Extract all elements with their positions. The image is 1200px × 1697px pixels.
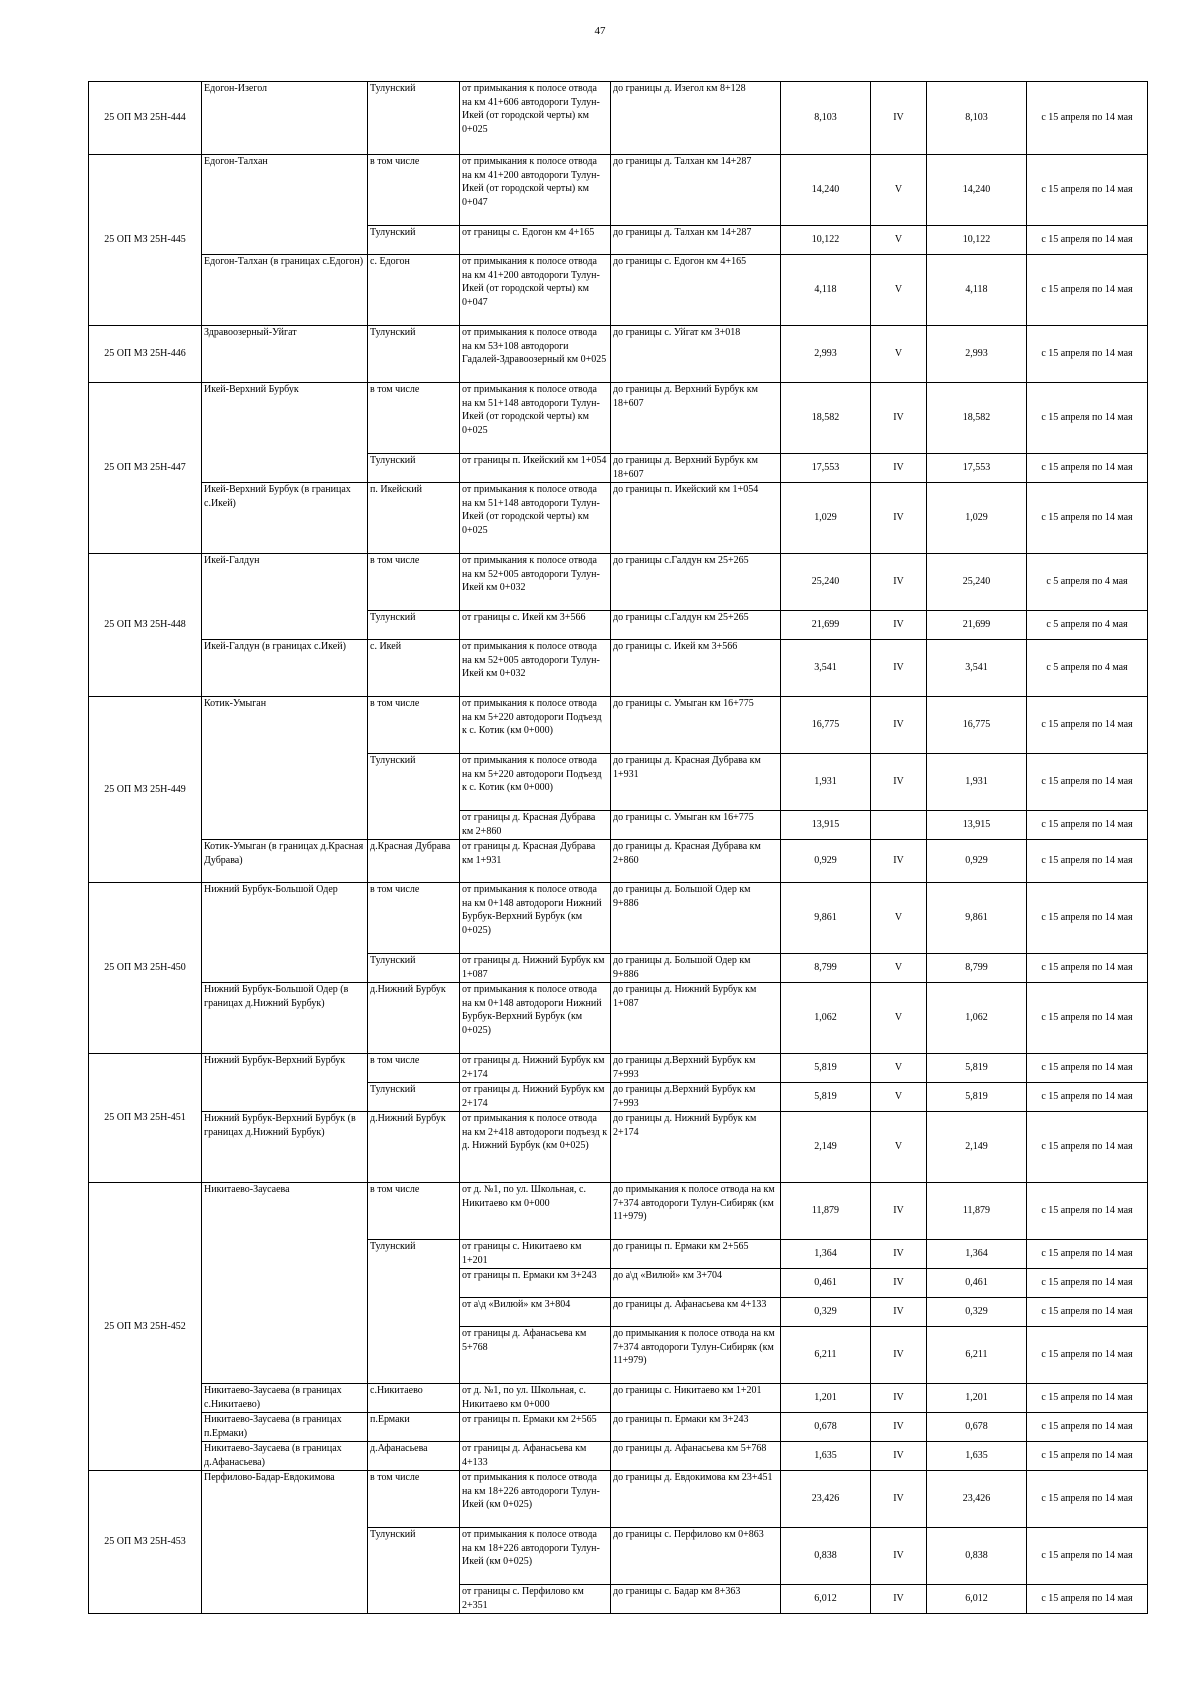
table-row xyxy=(89,155,1148,226)
road-name-cell: Никитаево-Заусаева xyxy=(202,1183,368,1384)
segment-end-cell: до границы д. Афанасьева км 4+133 xyxy=(611,1298,781,1327)
restricted-length-cell: 13,915 xyxy=(927,811,1027,840)
period-cell: с 15 апреля по 14 мая xyxy=(1027,1269,1148,1298)
segment-start-cell: от границы п. Ермаки км 3+243 xyxy=(460,1269,611,1298)
segment-start-cell: от д. №1, по ул. Школьная, с. Никитаево км 0+000 xyxy=(460,1384,611,1413)
category-cell: IV xyxy=(871,1442,927,1471)
segment-end-cell: до границы с. Уйгат км 3+018 xyxy=(611,326,781,383)
length-cell: 16,775 xyxy=(781,697,871,754)
table-row xyxy=(89,840,1148,883)
segment-start-cell: от примыкания к полосе отвода на км 2+418 автодороги подъезд к д. Нижний Бурбук (км 0+025) xyxy=(460,1112,611,1183)
road-name-cell: Здравоозерный-Уйгат xyxy=(202,326,368,383)
district-cell: в том числе xyxy=(368,383,460,454)
segment-end-cell: до границы с. Икей км 3+566 xyxy=(611,640,781,697)
length-cell: 11,879 xyxy=(781,1183,871,1240)
road-code-cell: 25 ОП МЗ 25Н-444 xyxy=(89,82,202,155)
length-cell: 3,541 xyxy=(781,640,871,697)
district-cell: в том числе xyxy=(368,1183,460,1240)
category-cell: V xyxy=(871,1083,927,1112)
page-number: 47 xyxy=(594,25,606,37)
period-cell: с 15 апреля по 14 мая xyxy=(1027,954,1148,983)
category-cell: IV xyxy=(871,1413,927,1442)
district-cell: Тулунский xyxy=(368,611,460,640)
road-code-cell: 25 ОП МЗ 25Н-445 xyxy=(89,155,202,326)
length-cell: 6,211 xyxy=(781,1327,871,1384)
period-cell: с 15 апреля по 14 мая xyxy=(1027,454,1148,483)
length-cell: 1,635 xyxy=(781,1442,871,1471)
category-cell: V xyxy=(871,954,927,983)
road-code-cell: 25 ОП МЗ 25Н-453 xyxy=(89,1471,202,1614)
segment-end-cell: до границы д. Нижний Бурбук км 1+087 xyxy=(611,983,781,1054)
restricted-length-cell: 0,678 xyxy=(927,1413,1027,1442)
district-cell: в том числе xyxy=(368,1471,460,1528)
segment-start-cell: от примыкания к полосе отвода на км 52+005 автодороги Тулун-Икей км 0+032 xyxy=(460,640,611,697)
restricted-length-cell: 2,993 xyxy=(927,326,1027,383)
segment-start-cell: от примыкания к полосе отвода на км 51+148 автодороги Тулун-Икей (от городской черты) км 0+025 xyxy=(460,483,611,554)
length-cell: 1,931 xyxy=(781,754,871,811)
restricted-length-cell: 3,541 xyxy=(927,640,1027,697)
category-cell: IV xyxy=(871,840,927,883)
restricted-length-cell: 5,819 xyxy=(927,1054,1027,1083)
restricted-length-cell: 5,819 xyxy=(927,1083,1027,1112)
segment-start-cell: от границы д. Нижний Бурбук км 1+087 xyxy=(460,954,611,983)
category-cell: IV xyxy=(871,697,927,754)
district-cell: Тулунский xyxy=(368,1240,460,1384)
table-row xyxy=(89,697,1148,754)
segment-end-cell: до границы с.Галдун км 25+265 xyxy=(611,611,781,640)
table-row xyxy=(89,1054,1148,1083)
table-row xyxy=(89,640,1148,697)
segment-start-cell: от границы п. Икейский км 1+054 xyxy=(460,454,611,483)
period-cell: с 15 апреля по 14 мая xyxy=(1027,1442,1148,1471)
period-cell: с 15 апреля по 14 мая xyxy=(1027,1585,1148,1614)
category-cell: V xyxy=(871,326,927,383)
road-name-cell: Перфилово-Бадар-Евдокимова xyxy=(202,1471,368,1614)
period-cell: с 15 апреля по 14 мая xyxy=(1027,1327,1148,1384)
district-cell: Тулунский xyxy=(368,326,460,383)
roads-table xyxy=(88,81,1148,1614)
period-cell: с 15 апреля по 14 мая xyxy=(1027,383,1148,454)
segment-start-cell: от примыкания к полосе отвода на км 0+148 автодороги Нижний Бурбук-Верхний Бурбук (км 0+025) xyxy=(460,983,611,1054)
category-cell: IV xyxy=(871,1183,927,1240)
category-cell: IV xyxy=(871,611,927,640)
segment-end-cell: до границы д. Талхан км 14+287 xyxy=(611,226,781,255)
road-name-cell: Никитаево-Заусаева (в границах д.Афанасьева) xyxy=(202,1442,368,1471)
length-cell: 8,799 xyxy=(781,954,871,983)
period-cell: с 15 апреля по 14 мая xyxy=(1027,883,1148,954)
category-cell: IV xyxy=(871,454,927,483)
length-cell: 0,461 xyxy=(781,1269,871,1298)
period-cell: с 15 апреля по 14 мая xyxy=(1027,697,1148,754)
segment-end-cell: до границы д. Изегол км 8+128 xyxy=(611,82,781,155)
segment-start-cell: от границы д. Нижний Бурбук км 2+174 xyxy=(460,1054,611,1083)
segment-end-cell: до границы д.Верхний Бурбук км 7+993 xyxy=(611,1083,781,1112)
restricted-length-cell: 1,201 xyxy=(927,1384,1027,1413)
segment-start-cell: от границы п. Ермаки км 2+565 xyxy=(460,1413,611,1442)
restricted-length-cell: 2,149 xyxy=(927,1112,1027,1183)
road-name-cell: Икей-Галдун xyxy=(202,554,368,640)
segment-end-cell: до примыкания к полосе отвода на км 7+374 автодороги Тулун-Сибиряк (км 11+979) xyxy=(611,1327,781,1384)
road-code-cell: 25 ОП МЗ 25Н-449 xyxy=(89,697,202,883)
district-cell: с. Едогон xyxy=(368,255,460,326)
segment-start-cell: от границы с. Икей км 3+566 xyxy=(460,611,611,640)
district-cell: д.Красная Дубрава xyxy=(368,840,460,883)
period-cell: с 15 апреля по 14 мая xyxy=(1027,840,1148,883)
restricted-length-cell: 21,699 xyxy=(927,611,1027,640)
category-cell: IV xyxy=(871,640,927,697)
segment-start-cell: от границы д. Афанасьева км 5+768 xyxy=(460,1327,611,1384)
period-cell: с 15 апреля по 14 мая xyxy=(1027,1384,1148,1413)
length-cell: 17,553 xyxy=(781,454,871,483)
period-cell: с 15 апреля по 14 мая xyxy=(1027,983,1148,1054)
road-name-cell: Котик-Умыган xyxy=(202,697,368,840)
period-cell: с 15 апреля по 14 мая xyxy=(1027,1298,1148,1327)
table-row xyxy=(89,326,1148,383)
district-cell: д.Нижний Бурбук xyxy=(368,983,460,1054)
category-cell: IV xyxy=(871,1327,927,1384)
restricted-length-cell: 6,012 xyxy=(927,1585,1027,1614)
period-cell: с 15 апреля по 14 мая xyxy=(1027,811,1148,840)
segment-end-cell: до границы д. Верхний Бурбук км 18+607 xyxy=(611,454,781,483)
restricted-length-cell: 8,799 xyxy=(927,954,1027,983)
length-cell: 6,012 xyxy=(781,1585,871,1614)
period-cell: с 15 апреля по 14 мая xyxy=(1027,226,1148,255)
length-cell: 18,582 xyxy=(781,383,871,454)
segment-start-cell: от примыкания к полосе отвода на км 51+148 автодороги Тулун-Икей (от городской черты) км 0+025 xyxy=(460,383,611,454)
category-cell: V xyxy=(871,255,927,326)
road-name-cell: Икей-Верхний Бурбук xyxy=(202,383,368,483)
road-name-cell: Никитаево-Заусаева (в границах п.Ермаки) xyxy=(202,1413,368,1442)
table-row xyxy=(89,1112,1148,1183)
road-name-cell: Никитаево-Заусаева (в границах с.Никитаево) xyxy=(202,1384,368,1413)
road-name-cell: Нижний Бурбук-Верхний Бурбук (в границах д.Нижний Бурбук) xyxy=(202,1112,368,1183)
category-cell: IV xyxy=(871,554,927,611)
district-cell: п.Ермаки xyxy=(368,1413,460,1442)
category-cell: IV xyxy=(871,754,927,811)
segment-start-cell: от примыкания к полосе отвода на км 41+200 автодороги Тулун-Икей (от городской черты) км 0+047 xyxy=(460,155,611,226)
road-name-cell: Нижний Бурбук-Большой Одер xyxy=(202,883,368,983)
restricted-length-cell: 1,029 xyxy=(927,483,1027,554)
category-cell: V xyxy=(871,883,927,954)
length-cell: 1,062 xyxy=(781,983,871,1054)
road-code-cell: 25 ОП МЗ 25Н-452 xyxy=(89,1183,202,1471)
segment-start-cell: от примыкания к полосе отвода на км 18+226 автодороги Тулун-Икей (км 0+025) xyxy=(460,1528,611,1585)
segment-end-cell: до границы д. Афанасьева км 5+768 xyxy=(611,1442,781,1471)
restricted-length-cell: 16,775 xyxy=(927,697,1027,754)
length-cell: 0,329 xyxy=(781,1298,871,1327)
category-cell: V xyxy=(871,1054,927,1083)
road-name-cell: Нижний Бурбук-Верхний Бурбук xyxy=(202,1054,368,1112)
road-code-cell: 25 ОП МЗ 25Н-446 xyxy=(89,326,202,383)
table-row xyxy=(89,1183,1148,1240)
category-cell: IV xyxy=(871,1269,927,1298)
table-row xyxy=(89,1471,1148,1528)
restricted-length-cell: 10,122 xyxy=(927,226,1027,255)
segment-end-cell: до границы с. Перфилово км 0+863 xyxy=(611,1528,781,1585)
segment-end-cell: до границы д. Нижний Бурбук км 2+174 xyxy=(611,1112,781,1183)
category-cell: IV xyxy=(871,1240,927,1269)
restricted-length-cell: 1,931 xyxy=(927,754,1027,811)
segment-start-cell: от границы д. Красная Дубрава км 1+931 xyxy=(460,840,611,883)
restricted-length-cell: 6,211 xyxy=(927,1327,1027,1384)
segment-end-cell: до границы с. Едогон км 4+165 xyxy=(611,255,781,326)
segment-start-cell: от границы д. Афанасьева км 4+133 xyxy=(460,1442,611,1471)
length-cell: 8,103 xyxy=(781,82,871,155)
segment-start-cell: от границы с. Никитаево км 1+201 xyxy=(460,1240,611,1269)
restricted-length-cell: 14,240 xyxy=(927,155,1027,226)
restricted-length-cell: 4,118 xyxy=(927,255,1027,326)
segment-end-cell: до границы д. Большой Одер км 9+886 xyxy=(611,883,781,954)
segment-end-cell: до границы п. Ермаки км 2+565 xyxy=(611,1240,781,1269)
segment-end-cell: до а\д «Вилюй» км 3+704 xyxy=(611,1269,781,1298)
table-row xyxy=(89,554,1148,611)
restricted-length-cell: 9,861 xyxy=(927,883,1027,954)
restricted-length-cell: 0,929 xyxy=(927,840,1027,883)
district-cell: в том числе xyxy=(368,554,460,611)
length-cell: 25,240 xyxy=(781,554,871,611)
road-name-cell: Икей-Галдун (в границах с.Икей) xyxy=(202,640,368,697)
length-cell: 0,929 xyxy=(781,840,871,883)
table-row xyxy=(89,483,1148,554)
length-cell: 5,819 xyxy=(781,1083,871,1112)
district-cell: Тулунский xyxy=(368,754,460,840)
length-cell: 9,861 xyxy=(781,883,871,954)
restricted-length-cell: 25,240 xyxy=(927,554,1027,611)
segment-end-cell: до границы д. Красная Дубрава км 1+931 xyxy=(611,754,781,811)
category-cell: IV xyxy=(871,1585,927,1614)
segment-start-cell: от границы д. Красная Дубрава км 2+860 xyxy=(460,811,611,840)
segment-end-cell: до границы д. Верхний Бурбук км 18+607 xyxy=(611,383,781,454)
segment-start-cell: от границы с. Перфилово км 2+351 xyxy=(460,1585,611,1614)
segment-start-cell: от примыкания к полосе отвода на км 0+148 автодороги Нижний Бурбук-Верхний Бурбук (км 0+025) xyxy=(460,883,611,954)
length-cell: 1,364 xyxy=(781,1240,871,1269)
segment-start-cell: от примыкания к полосе отвода на км 5+220 автодороги Подъезд к с. Котик (км 0+000) xyxy=(460,754,611,811)
segment-start-cell: от границы с. Едогон км 4+165 xyxy=(460,226,611,255)
period-cell: с 5 апреля по 4 мая xyxy=(1027,554,1148,611)
road-name-cell: Нижний Бурбук-Большой Одер (в границах д.Нижний Бурбук) xyxy=(202,983,368,1054)
table-row xyxy=(89,82,1148,155)
segment-end-cell: до границы д.Верхний Бурбук км 7+993 xyxy=(611,1054,781,1083)
segment-end-cell: до границы д. Красная Дубрава км 2+860 xyxy=(611,840,781,883)
restricted-length-cell: 1,364 xyxy=(927,1240,1027,1269)
category-cell: IV xyxy=(871,1298,927,1327)
segment-start-cell: от примыкания к полосе отвода на км 41+606 автодороги Тулун-Икей (от городской черты) км 0+025 xyxy=(460,82,611,155)
length-cell: 13,915 xyxy=(781,811,871,840)
district-cell: Тулунский xyxy=(368,1083,460,1112)
period-cell: с 15 апреля по 14 мая xyxy=(1027,483,1148,554)
period-cell: с 15 апреля по 14 мая xyxy=(1027,255,1148,326)
length-cell: 2,149 xyxy=(781,1112,871,1183)
period-cell: с 15 апреля по 14 мая xyxy=(1027,1471,1148,1528)
restricted-length-cell: 17,553 xyxy=(927,454,1027,483)
period-cell: с 15 апреля по 14 мая xyxy=(1027,1528,1148,1585)
restricted-length-cell: 0,838 xyxy=(927,1528,1027,1585)
district-cell: с. Икей xyxy=(368,640,460,697)
category-cell: V xyxy=(871,226,927,255)
segment-start-cell: от примыкания к полосе отвода на км 52+005 автодороги Тулун-Икей км 0+032 xyxy=(460,554,611,611)
category-cell: IV xyxy=(871,483,927,554)
district-cell: д.Афанасьева xyxy=(368,1442,460,1471)
district-cell: с.Никитаево xyxy=(368,1384,460,1413)
period-cell: с 15 апреля по 14 мая xyxy=(1027,1054,1148,1083)
segment-end-cell: до границы с. Бадар км 8+363 xyxy=(611,1585,781,1614)
category-cell: V xyxy=(871,155,927,226)
restricted-length-cell: 1,635 xyxy=(927,1442,1027,1471)
district-cell: п. Икейский xyxy=(368,483,460,554)
period-cell: с 5 апреля по 4 мая xyxy=(1027,611,1148,640)
road-code-cell: 25 ОП МЗ 25Н-447 xyxy=(89,383,202,554)
segment-end-cell: до границы д. Евдокимова км 23+451 xyxy=(611,1471,781,1528)
district-cell: Тулунский xyxy=(368,1528,460,1614)
district-cell: д.Нижний Бурбук xyxy=(368,1112,460,1183)
segment-end-cell: до границы с.Галдун км 25+265 xyxy=(611,554,781,611)
restricted-length-cell: 0,329 xyxy=(927,1298,1027,1327)
road-name-cell: Едогон-Изегол xyxy=(202,82,368,155)
category-cell: IV xyxy=(871,383,927,454)
restricted-length-cell: 1,062 xyxy=(927,983,1027,1054)
segment-end-cell: до примыкания к полосе отвода на км 7+374 автодороги Тулун-Сибиряк (км 11+979) xyxy=(611,1183,781,1240)
restricted-length-cell: 23,426 xyxy=(927,1471,1027,1528)
table-row xyxy=(89,1413,1148,1442)
road-name-cell: Едогон-Талхан xyxy=(202,155,368,255)
length-cell: 0,678 xyxy=(781,1413,871,1442)
segment-end-cell: до границы с. Никитаево км 1+201 xyxy=(611,1384,781,1413)
length-cell: 5,819 xyxy=(781,1054,871,1083)
period-cell: с 15 апреля по 14 мая xyxy=(1027,1240,1148,1269)
category-cell: IV xyxy=(871,1471,927,1528)
district-cell: Тулунский xyxy=(368,954,460,983)
road-code-cell: 25 ОП МЗ 25Н-450 xyxy=(89,883,202,1054)
period-cell: с 15 апреля по 14 мая xyxy=(1027,1083,1148,1112)
length-cell: 4,118 xyxy=(781,255,871,326)
segment-start-cell: от д. №1, по ул. Школьная, с. Никитаево км 0+000 xyxy=(460,1183,611,1240)
category-cell: IV xyxy=(871,82,927,155)
segment-end-cell: до границы с. Умыган км 16+775 xyxy=(611,697,781,754)
segment-end-cell: до границы д. Большой Одер км 9+886 xyxy=(611,954,781,983)
period-cell: с 15 апреля по 14 мая xyxy=(1027,1183,1148,1240)
road-code-cell: 25 ОП МЗ 25Н-448 xyxy=(89,554,202,697)
district-cell: в том числе xyxy=(368,155,460,226)
district-cell: Тулунский xyxy=(368,82,460,155)
length-cell: 23,426 xyxy=(781,1471,871,1528)
category-cell: V xyxy=(871,1112,927,1183)
district-cell: в том числе xyxy=(368,697,460,754)
period-cell: с 15 апреля по 14 мая xyxy=(1027,1112,1148,1183)
length-cell: 0,838 xyxy=(781,1528,871,1585)
table-row xyxy=(89,255,1148,326)
category-cell: IV xyxy=(871,1528,927,1585)
segment-end-cell: до границы д. Талхан км 14+287 xyxy=(611,155,781,226)
category-cell xyxy=(871,811,927,840)
length-cell: 2,993 xyxy=(781,326,871,383)
table-row xyxy=(89,983,1148,1054)
segment-end-cell: до границы п. Икейский км 1+054 xyxy=(611,483,781,554)
length-cell: 1,029 xyxy=(781,483,871,554)
length-cell: 14,240 xyxy=(781,155,871,226)
restricted-length-cell: 11,879 xyxy=(927,1183,1027,1240)
length-cell: 21,699 xyxy=(781,611,871,640)
segment-start-cell: от примыкания к полосе отвода на км 18+226 автодороги Тулун-Икей (км 0+025) xyxy=(460,1471,611,1528)
segment-end-cell: до границы с. Умыган км 16+775 xyxy=(611,811,781,840)
period-cell: с 5 апреля по 4 мая xyxy=(1027,640,1148,697)
district-cell: в том числе xyxy=(368,1054,460,1083)
road-name-cell: Котик-Умыган (в границах д.Красная Дубрава) xyxy=(202,840,368,883)
table-row xyxy=(89,883,1148,954)
period-cell: с 15 апреля по 14 мая xyxy=(1027,1413,1148,1442)
district-cell: в том числе xyxy=(368,883,460,954)
road-name-cell: Икей-Верхний Бурбук (в границах с.Икей) xyxy=(202,483,368,554)
segment-start-cell: от границы д. Нижний Бурбук км 2+174 xyxy=(460,1083,611,1112)
table-row xyxy=(89,383,1148,454)
road-code-cell: 25 ОП МЗ 25Н-451 xyxy=(89,1054,202,1183)
restricted-length-cell: 8,103 xyxy=(927,82,1027,155)
table-row xyxy=(89,1384,1148,1413)
period-cell: с 15 апреля по 14 мая xyxy=(1027,82,1148,155)
road-name-cell: Едогон-Талхан (в границах с.Едогон) xyxy=(202,255,368,326)
district-cell: Тулунский xyxy=(368,226,460,255)
segment-start-cell: от примыкания к полосе отвода на км 53+108 автодороги Гадалей-Здравоозерный км 0+025 xyxy=(460,326,611,383)
segment-start-cell: от примыкания к полосе отвода на км 5+220 автодороги Подъезд к с. Котик (км 0+000) xyxy=(460,697,611,754)
period-cell: с 15 апреля по 14 мая xyxy=(1027,754,1148,811)
district-cell: Тулунский xyxy=(368,454,460,483)
table-row xyxy=(89,1442,1148,1471)
length-cell: 10,122 xyxy=(781,226,871,255)
length-cell: 1,201 xyxy=(781,1384,871,1413)
segment-start-cell: от примыкания к полосе отвода на км 41+200 автодороги Тулун-Икей (от городской черты) км 0+047 xyxy=(460,255,611,326)
segment-end-cell: до границы п. Ермаки км 3+243 xyxy=(611,1413,781,1442)
period-cell: с 15 апреля по 14 мая xyxy=(1027,155,1148,226)
restricted-length-cell: 18,582 xyxy=(927,383,1027,454)
segment-start-cell: от а\д «Вилюй» км 3+804 xyxy=(460,1298,611,1327)
category-cell: V xyxy=(871,983,927,1054)
period-cell: с 15 апреля по 14 мая xyxy=(1027,326,1148,383)
category-cell: IV xyxy=(871,1384,927,1413)
restricted-length-cell: 0,461 xyxy=(927,1269,1027,1298)
